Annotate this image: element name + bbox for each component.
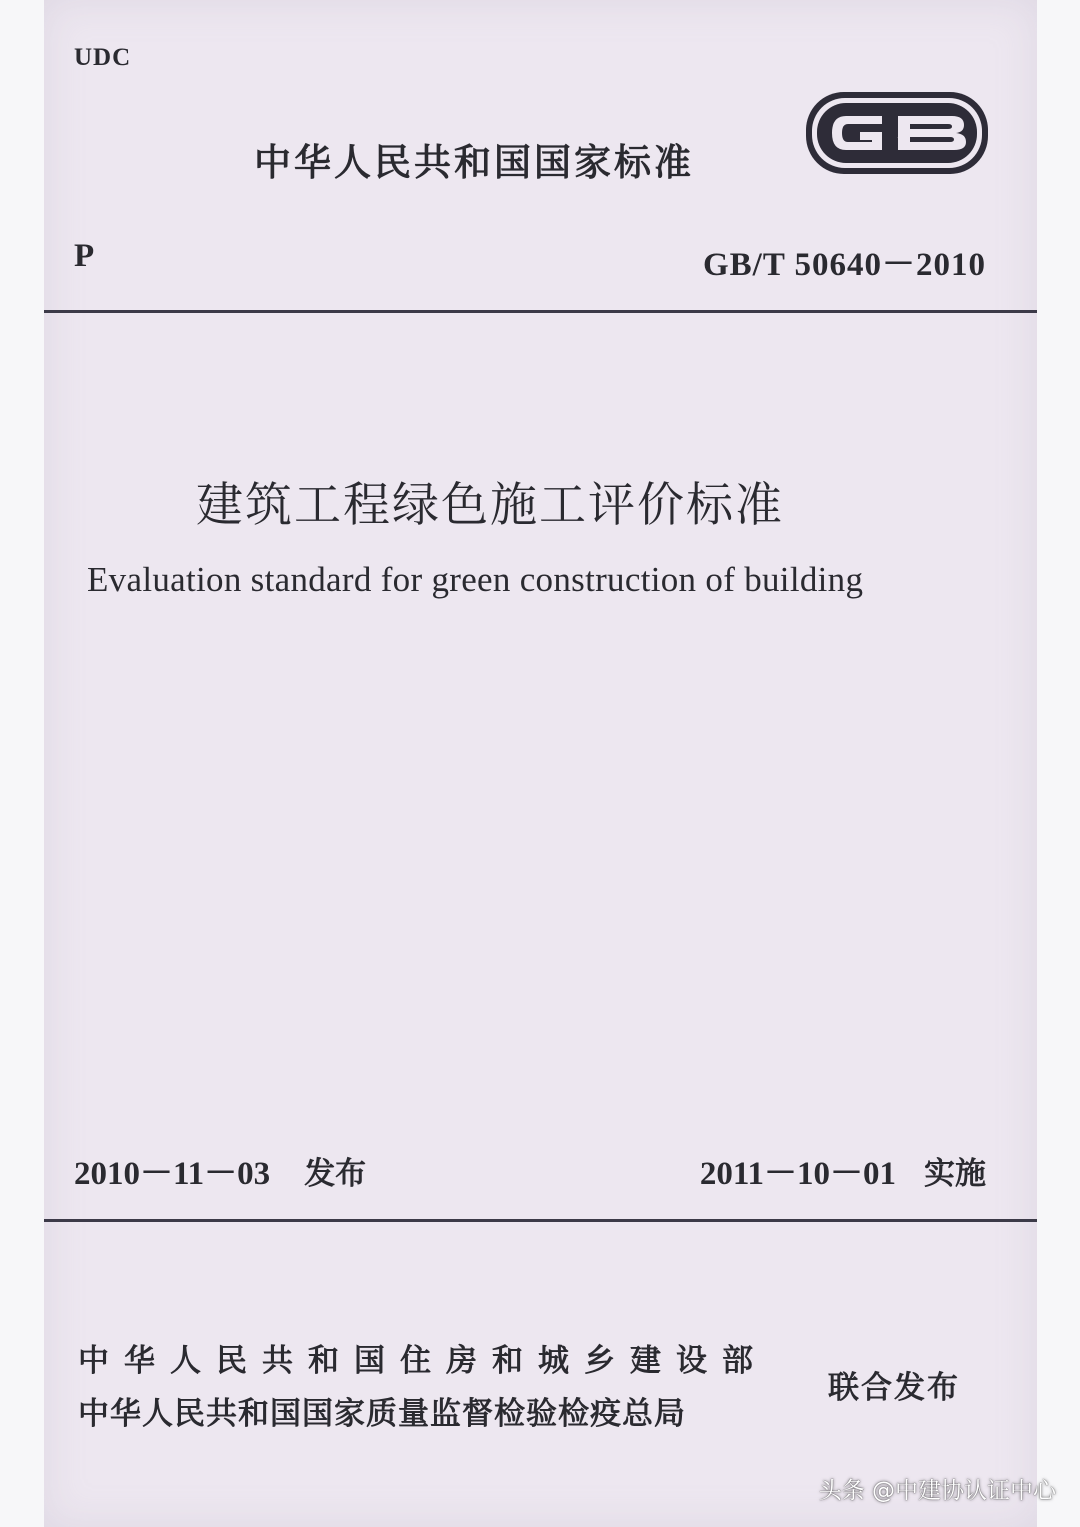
title-english: Evaluation standard for green construction of building bbox=[87, 560, 864, 599]
effective-info bbox=[700, 1147, 986, 1194]
title-chinese: 建筑工程绿色施工评价标准 bbox=[196, 478, 784, 533]
release-label: 发布 bbox=[304, 1156, 367, 1192]
effective-date: 2011－10－01 bbox=[699, 1156, 896, 1192]
standard-cover bbox=[44, 0, 1037, 1527]
issuer-aqsiq: 中华人民共和国国家质量监督检验检疫总局 bbox=[78, 1396, 686, 1432]
gb-logo bbox=[802, 88, 992, 178]
issuer-ministry: 中华人民共和国住房和城乡建设部 bbox=[78, 1343, 768, 1379]
national-standard-title: 中华人民共和国国家标准 bbox=[254, 141, 694, 184]
release-date: 2010－11－03 bbox=[74, 1156, 271, 1192]
top-divider bbox=[44, 310, 1037, 313]
release-info bbox=[74, 1147, 366, 1194]
watermark: 头条 @中建协认证中心 bbox=[818, 1478, 1056, 1504]
joint-release-label: 联合发布 bbox=[828, 1370, 960, 1406]
standard-number: GB/T 50640－2010 bbox=[702, 247, 986, 283]
effective-label: 实施 bbox=[924, 1156, 986, 1192]
udc-label: UDC bbox=[74, 44, 132, 71]
svg-text:GB: GB bbox=[897, 138, 899, 139]
category-code: P bbox=[74, 238, 95, 274]
bottom-divider bbox=[44, 1219, 1037, 1222]
